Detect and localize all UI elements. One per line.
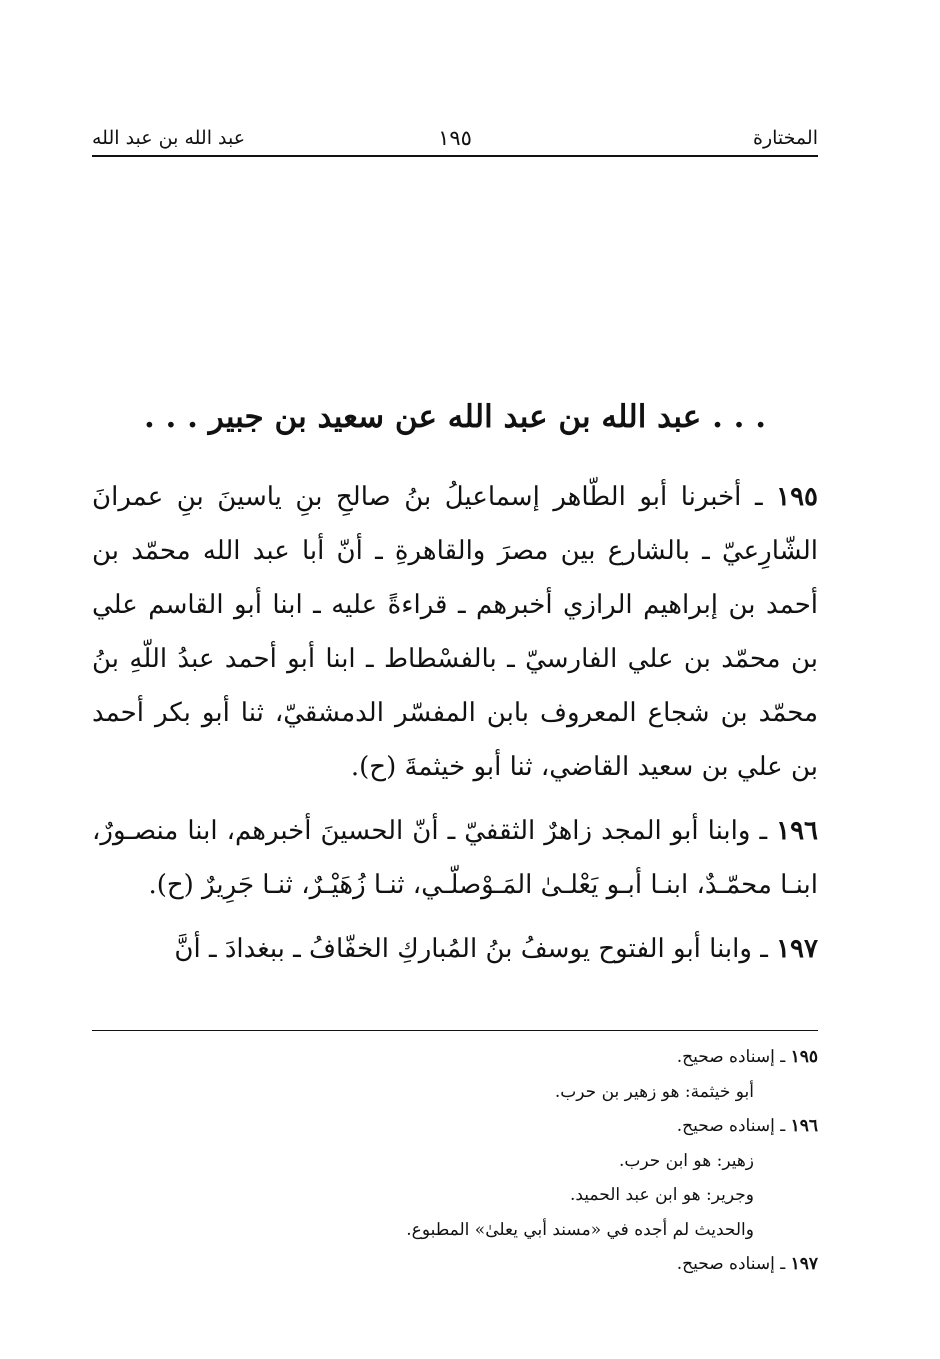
footnote-line <box>218 1247 818 1282</box>
footnote-line <box>218 1178 818 1213</box>
footnote-text: ـ إسناده صحيح. <box>676 1116 786 1136</box>
section-name: عبد الله بن عبد الله <box>92 127 246 149</box>
page-number: ١٩٥ <box>438 126 472 150</box>
paragraph-number: ١٩٥ <box>776 482 819 512</box>
footnote-line <box>218 1213 818 1248</box>
paragraph-text: ـ وابنا أبو المجد زاهرٌ الثقفيّ ـ أنّ الحسينَ أخبرهم، ابنا منصـورٌ، ابنـا محمّـدٌ، ابنـا أبـو يَعْلـىٰ المَـوْصلّـي، ثنـا زُهَيْـرٌ، ثنـا جَرِيرٌ (ح). <box>92 816 818 900</box>
main-text <box>92 470 818 986</box>
paragraph-number: ١٩٦ <box>776 816 819 846</box>
footnote-text: زهير: هو ابن حرب. <box>618 1150 754 1171</box>
footnote-text: والحديث لم أجده في «مسند أبي يعلىٰ» المطبوع. <box>406 1219 754 1240</box>
paragraph-197 <box>92 922 818 976</box>
footnote-line <box>218 1144 818 1179</box>
footnote-text: ـ إسناده صحيح. <box>676 1047 786 1067</box>
footnotes <box>218 1040 818 1282</box>
header-divider <box>92 155 818 157</box>
footnote-divider <box>92 1030 818 1031</box>
paragraph-195 <box>92 470 818 794</box>
paragraph-196 <box>92 804 818 912</box>
section-title: . . . عبد الله بن عبد الله عن سعيد بن جبير . . . <box>143 399 767 435</box>
footnote-number: ١٩٦ <box>790 1116 818 1136</box>
paragraph-text: ـ وابنا أبو الفتوح يوسفُ بنُ المُباركِ الخفّافُ ـ ببغدادَ ـ أنَّ <box>174 934 768 964</box>
footnote-number: ١٩٥ <box>790 1047 818 1067</box>
footnote-line <box>218 1109 818 1144</box>
footnote-text: ـ إسناده صحيح. <box>676 1254 786 1274</box>
footnote-number: ١٩٧ <box>790 1254 818 1274</box>
paragraph-text: ـ أخبرنا أبو الطّاهر إسماعيلُ بنُ صالحِ بنِ ياسينَ بنِ عمرانَ الشّارِعيّ ـ بالشارع بين مصرَ والقاهرةِ ـ أنّ أبا عبد الله محمّد بن أحمد بن إبراهيم الرازي أخبرهم ـ قراءةً عليه ـ ابنا أبو القاسم علي بن محمّد بن علي الفارسيّ ـ بالفسْطاط ـ ابنا أبو أحمد عبدُ اللّهِ بنُ محمّد بن شجاع المعروف بابن المفسّر الدمشقيّ، ثنا أبو بكر أحمد بن علي بن سعيد القاضي، ثنا أبو خيثمةَ (ح). <box>92 482 818 782</box>
footnote-text: وجرير: هو ابن عبد الحميد. <box>569 1185 754 1205</box>
running-header <box>92 118 818 158</box>
footnote-line <box>218 1040 818 1075</box>
book-title: المختارة <box>753 127 818 149</box>
footnote-text: أبو خيثمة: هو زهير بن حرب. <box>554 1081 754 1102</box>
footnote-line <box>218 1075 818 1110</box>
paragraph-number: ١٩٧ <box>776 934 818 964</box>
